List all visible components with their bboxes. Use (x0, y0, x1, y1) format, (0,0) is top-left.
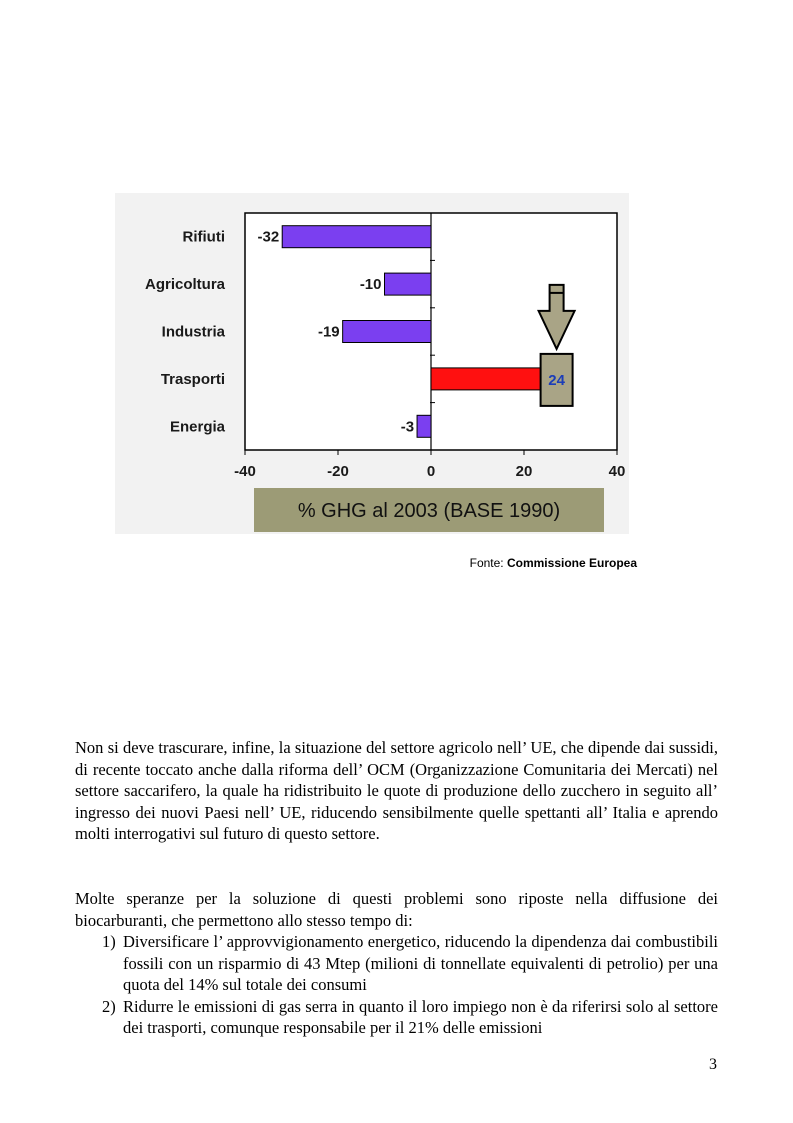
benefits-list (75, 931, 718, 1039)
x-tick-label: 0 (426, 463, 436, 480)
source-name: Commissione Europea (506, 556, 637, 570)
bar (282, 226, 431, 248)
source-prefix: Fonte: (469, 556, 507, 570)
category-label: Agricoltura (144, 276, 225, 294)
xlabel-text: % GHG al 2003 (BASE 1990) (297, 500, 561, 522)
category-label: Industria (161, 323, 225, 341)
chart-source (470, 556, 637, 570)
list-item-number: 1) (102, 932, 116, 951)
list-item-text: Ridurre le emissioni di gas serra in quanto il loro impiego non è da riferirsi solo al settore dei trasporti, comunque responsabile per il 21% delle emissioni (123, 996, 718, 1037)
x-tick-label: 40 (608, 463, 626, 480)
list-item (75, 931, 718, 996)
value-label: -10 (359, 276, 382, 294)
paragraph-agriculture: Non si deve trascurare, infine, la situazione del settore agricolo nell’ UE, che dipende dai sussidi, di recente toccato anche dalla riforma dell’ OCM (Organizzazione Comunitaria dei Mercati) nel settore saccarifero, la quale ha ridistribuito le quote di produzione dello zucchero in seguito all’ ingresso dei nuovi Paesi nell’ UE, riducendo sensibilmente quelle spettanti all’ Italia e aprendo molti interrogativi sul futuro di questo settore. (75, 738, 718, 843)
bar (385, 273, 432, 295)
x-tick-label: 20 (515, 463, 533, 480)
page-number: 3 (709, 1056, 717, 1073)
ghg-chart (115, 193, 629, 534)
list-item (75, 996, 718, 1039)
x-tick-label: -40 (234, 463, 256, 480)
x-tick-label: -20 (327, 463, 349, 480)
bar (431, 368, 543, 390)
paragraph-biofuels (75, 888, 718, 1039)
bar (417, 415, 431, 437)
category-label: Rifiuti (182, 228, 225, 246)
list-item-number: 2) (102, 996, 116, 1016)
bar (343, 321, 431, 343)
value-label: -19 (317, 323, 340, 341)
category-label: Energia (169, 418, 225, 436)
list-item-text: Diversificare l’ approvvigionamento energetico, riducendo la dipendenza dai combustibili fossili con un risparmio di 43 Mtep (milioni di tonnellate equivalenti di petrolio) per una quota del 14% sul totale dei consumi (123, 932, 718, 994)
biofuels-intro: Molte speranze per la soluzione di questi problemi sono riposte nella diffusione dei biocarburanti, che permettono allo stesso tempo di: (75, 889, 718, 930)
value-label: -3 (400, 418, 415, 436)
ghg-chart-svg (115, 193, 629, 534)
category-label: Trasporti (160, 370, 225, 388)
value-label: -32 (257, 228, 280, 246)
highlight-value-label: 24 (548, 371, 565, 389)
